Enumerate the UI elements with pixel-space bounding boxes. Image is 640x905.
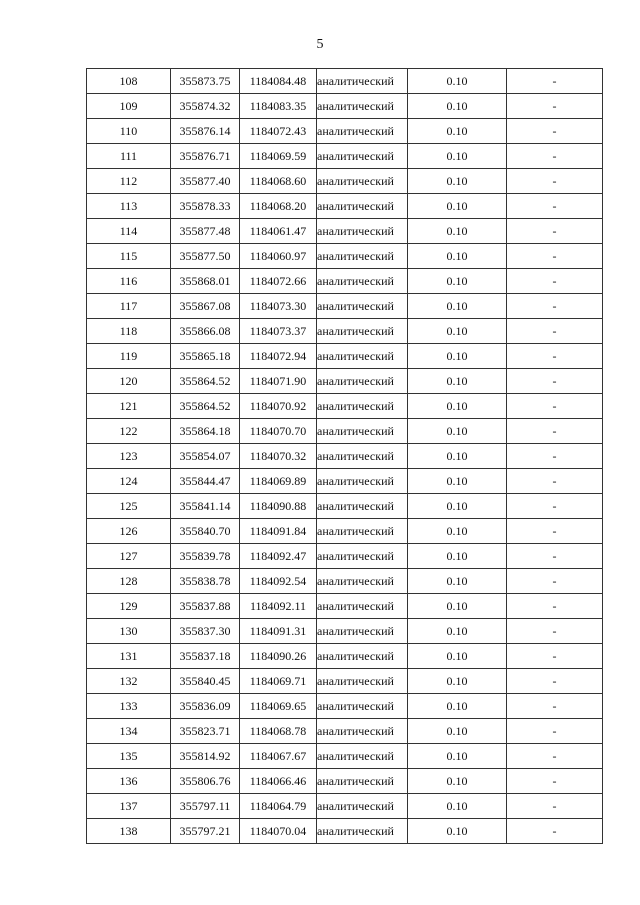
page-number: 5	[316, 37, 324, 52]
y-coordinate-cell: 1184068.60	[240, 169, 317, 194]
accuracy-cell: 0.10	[408, 619, 507, 644]
y-coordinate-cell: 1184071.90	[240, 369, 317, 394]
table-row	[87, 444, 603, 469]
accuracy-cell: 0.10	[408, 294, 507, 319]
note-cell: -	[507, 519, 603, 544]
table-row	[87, 319, 603, 344]
note-cell: -	[507, 369, 603, 394]
y-coordinate-cell: 1184068.20	[240, 194, 317, 219]
point-number-cell: 114	[87, 219, 171, 244]
point-number-cell: 135	[87, 744, 171, 769]
method-cell: аналитический	[317, 519, 408, 544]
x-coordinate-cell: 355837.30	[171, 619, 240, 644]
coordinates-table-body	[87, 69, 603, 844]
accuracy-cell: 0.10	[408, 719, 507, 744]
accuracy-cell: 0.10	[408, 344, 507, 369]
note-cell: -	[507, 294, 603, 319]
y-coordinate-cell: 1184068.78	[240, 719, 317, 744]
y-coordinate-cell: 1184069.65	[240, 694, 317, 719]
point-number-cell: 119	[87, 344, 171, 369]
table-row	[87, 769, 603, 794]
y-coordinate-cell: 1184073.37	[240, 319, 317, 344]
note-cell: -	[507, 819, 603, 844]
note-cell: -	[507, 119, 603, 144]
y-coordinate-cell: 1184072.66	[240, 269, 317, 294]
x-coordinate-cell: 355854.07	[171, 444, 240, 469]
accuracy-cell: 0.10	[408, 494, 507, 519]
method-cell: аналитический	[317, 144, 408, 169]
y-coordinate-cell: 1184070.92	[240, 394, 317, 419]
x-coordinate-cell: 355806.76	[171, 769, 240, 794]
point-number-cell: 115	[87, 244, 171, 269]
x-coordinate-cell: 355839.78	[171, 544, 240, 569]
point-number-cell: 125	[87, 494, 171, 519]
table-row	[87, 544, 603, 569]
method-cell: аналитический	[317, 644, 408, 669]
accuracy-cell: 0.10	[408, 794, 507, 819]
note-cell: -	[507, 619, 603, 644]
method-cell: аналитический	[317, 719, 408, 744]
note-cell: -	[507, 394, 603, 419]
method-cell: аналитический	[317, 794, 408, 819]
note-cell: -	[507, 594, 603, 619]
accuracy-cell: 0.10	[408, 219, 507, 244]
accuracy-cell: 0.10	[408, 669, 507, 694]
point-number-cell: 109	[87, 94, 171, 119]
x-coordinate-cell: 355837.88	[171, 594, 240, 619]
table-row	[87, 494, 603, 519]
table-row	[87, 819, 603, 844]
x-coordinate-cell: 355865.18	[171, 344, 240, 369]
x-coordinate-cell: 355878.33	[171, 194, 240, 219]
accuracy-cell: 0.10	[408, 194, 507, 219]
y-coordinate-cell: 1184069.59	[240, 144, 317, 169]
point-number-cell: 126	[87, 519, 171, 544]
y-coordinate-cell: 1184083.35	[240, 94, 317, 119]
accuracy-cell: 0.10	[408, 269, 507, 294]
table-row	[87, 294, 603, 319]
table-row	[87, 394, 603, 419]
method-cell: аналитический	[317, 194, 408, 219]
point-number-cell: 128	[87, 569, 171, 594]
note-cell: -	[507, 344, 603, 369]
table-row	[87, 194, 603, 219]
table-row	[87, 419, 603, 444]
point-number-cell: 121	[87, 394, 171, 419]
y-coordinate-cell: 1184090.88	[240, 494, 317, 519]
x-coordinate-cell: 355823.71	[171, 719, 240, 744]
table-row	[87, 219, 603, 244]
point-number-cell: 118	[87, 319, 171, 344]
accuracy-cell: 0.10	[408, 594, 507, 619]
accuracy-cell: 0.10	[408, 69, 507, 94]
note-cell: -	[507, 419, 603, 444]
y-coordinate-cell: 1184092.11	[240, 594, 317, 619]
point-number-cell: 120	[87, 369, 171, 394]
note-cell: -	[507, 69, 603, 94]
method-cell: аналитический	[317, 769, 408, 794]
x-coordinate-cell: 355876.71	[171, 144, 240, 169]
method-cell: аналитический	[317, 394, 408, 419]
x-coordinate-cell: 355868.01	[171, 269, 240, 294]
accuracy-cell: 0.10	[408, 544, 507, 569]
point-number-cell: 116	[87, 269, 171, 294]
method-cell: аналитический	[317, 744, 408, 769]
point-number-cell: 113	[87, 194, 171, 219]
accuracy-cell: 0.10	[408, 369, 507, 394]
y-coordinate-cell: 1184092.47	[240, 544, 317, 569]
table-row	[87, 719, 603, 744]
note-cell: -	[507, 269, 603, 294]
y-coordinate-cell: 1184069.89	[240, 469, 317, 494]
note-cell: -	[507, 144, 603, 169]
y-coordinate-cell: 1184084.48	[240, 69, 317, 94]
x-coordinate-cell: 355837.18	[171, 644, 240, 669]
accuracy-cell: 0.10	[408, 119, 507, 144]
point-number-cell: 117	[87, 294, 171, 319]
note-cell: -	[507, 94, 603, 119]
table-row	[87, 144, 603, 169]
y-coordinate-cell: 1184067.67	[240, 744, 317, 769]
note-cell: -	[507, 319, 603, 344]
y-coordinate-cell: 1184070.70	[240, 419, 317, 444]
accuracy-cell: 0.10	[408, 694, 507, 719]
accuracy-cell: 0.10	[408, 769, 507, 794]
note-cell: -	[507, 794, 603, 819]
method-cell: аналитический	[317, 444, 408, 469]
table-row	[87, 94, 603, 119]
table-row	[87, 269, 603, 294]
x-coordinate-cell: 355877.40	[171, 169, 240, 194]
method-cell: аналитический	[317, 419, 408, 444]
y-coordinate-cell: 1184092.54	[240, 569, 317, 594]
table-row	[87, 344, 603, 369]
y-coordinate-cell: 1184073.30	[240, 294, 317, 319]
method-cell: аналитический	[317, 344, 408, 369]
x-coordinate-cell: 355874.32	[171, 94, 240, 119]
note-cell: -	[507, 719, 603, 744]
x-coordinate-cell: 355814.92	[171, 744, 240, 769]
note-cell: -	[507, 544, 603, 569]
method-cell: аналитический	[317, 494, 408, 519]
x-coordinate-cell: 355877.48	[171, 219, 240, 244]
x-coordinate-cell: 355840.70	[171, 519, 240, 544]
accuracy-cell: 0.10	[408, 744, 507, 769]
y-coordinate-cell: 1184060.97	[240, 244, 317, 269]
accuracy-cell: 0.10	[408, 644, 507, 669]
method-cell: аналитический	[317, 169, 408, 194]
table-row	[87, 244, 603, 269]
point-number-cell: 133	[87, 694, 171, 719]
note-cell: -	[507, 219, 603, 244]
note-cell: -	[507, 244, 603, 269]
point-number-cell: 132	[87, 669, 171, 694]
point-number-cell: 130	[87, 619, 171, 644]
table-row	[87, 794, 603, 819]
note-cell: -	[507, 194, 603, 219]
x-coordinate-cell: 355836.09	[171, 694, 240, 719]
note-cell: -	[507, 169, 603, 194]
point-number-cell: 129	[87, 594, 171, 619]
x-coordinate-cell: 355867.08	[171, 294, 240, 319]
table-row	[87, 369, 603, 394]
y-coordinate-cell: 1184091.31	[240, 619, 317, 644]
point-number-cell: 123	[87, 444, 171, 469]
y-coordinate-cell: 1184072.94	[240, 344, 317, 369]
y-coordinate-cell: 1184072.43	[240, 119, 317, 144]
x-coordinate-cell: 355864.52	[171, 369, 240, 394]
point-number-cell: 112	[87, 169, 171, 194]
point-number-cell: 122	[87, 419, 171, 444]
x-coordinate-cell: 355797.21	[171, 819, 240, 844]
x-coordinate-cell: 355873.75	[171, 69, 240, 94]
method-cell: аналитический	[317, 669, 408, 694]
method-cell: аналитический	[317, 569, 408, 594]
table-row	[87, 644, 603, 669]
point-number-cell: 110	[87, 119, 171, 144]
table-row	[87, 119, 603, 144]
table-row	[87, 169, 603, 194]
method-cell: аналитический	[317, 469, 408, 494]
method-cell: аналитический	[317, 319, 408, 344]
y-coordinate-cell: 1184061.47	[240, 219, 317, 244]
method-cell: аналитический	[317, 544, 408, 569]
note-cell: -	[507, 444, 603, 469]
accuracy-cell: 0.10	[408, 94, 507, 119]
x-coordinate-cell: 355866.08	[171, 319, 240, 344]
note-cell: -	[507, 644, 603, 669]
y-coordinate-cell: 1184090.26	[240, 644, 317, 669]
table-row	[87, 669, 603, 694]
method-cell: аналитический	[317, 294, 408, 319]
table-row	[87, 744, 603, 769]
method-cell: аналитический	[317, 694, 408, 719]
note-cell: -	[507, 744, 603, 769]
table-row	[87, 594, 603, 619]
y-coordinate-cell: 1184066.46	[240, 769, 317, 794]
point-number-cell: 111	[87, 144, 171, 169]
point-number-cell: 134	[87, 719, 171, 744]
x-coordinate-cell: 355797.11	[171, 794, 240, 819]
x-coordinate-cell: 355840.45	[171, 669, 240, 694]
accuracy-cell: 0.10	[408, 569, 507, 594]
accuracy-cell: 0.10	[408, 819, 507, 844]
y-coordinate-cell: 1184091.84	[240, 519, 317, 544]
method-cell: аналитический	[317, 819, 408, 844]
x-coordinate-cell: 355838.78	[171, 569, 240, 594]
method-cell: аналитический	[317, 69, 408, 94]
table-row	[87, 619, 603, 644]
x-coordinate-cell: 355864.52	[171, 394, 240, 419]
note-cell: -	[507, 469, 603, 494]
table-row	[87, 69, 603, 94]
point-number-cell: 138	[87, 819, 171, 844]
point-number-cell: 108	[87, 69, 171, 94]
method-cell: аналитический	[317, 269, 408, 294]
x-coordinate-cell: 355864.18	[171, 419, 240, 444]
note-cell: -	[507, 569, 603, 594]
accuracy-cell: 0.10	[408, 469, 507, 494]
coordinates-table	[86, 68, 603, 844]
method-cell: аналитический	[317, 594, 408, 619]
x-coordinate-cell: 355841.14	[171, 494, 240, 519]
y-coordinate-cell: 1184070.32	[240, 444, 317, 469]
point-number-cell: 137	[87, 794, 171, 819]
method-cell: аналитический	[317, 619, 408, 644]
accuracy-cell: 0.10	[408, 144, 507, 169]
note-cell: -	[507, 769, 603, 794]
y-coordinate-cell: 1184070.04	[240, 819, 317, 844]
accuracy-cell: 0.10	[408, 394, 507, 419]
y-coordinate-cell: 1184069.71	[240, 669, 317, 694]
accuracy-cell: 0.10	[408, 244, 507, 269]
y-coordinate-cell: 1184064.79	[240, 794, 317, 819]
point-number-cell: 131	[87, 644, 171, 669]
point-number-cell: 127	[87, 544, 171, 569]
table-row	[87, 469, 603, 494]
note-cell: -	[507, 669, 603, 694]
accuracy-cell: 0.10	[408, 444, 507, 469]
note-cell: -	[507, 694, 603, 719]
method-cell: аналитический	[317, 219, 408, 244]
x-coordinate-cell: 355844.47	[171, 469, 240, 494]
x-coordinate-cell: 355877.50	[171, 244, 240, 269]
x-coordinate-cell: 355876.14	[171, 119, 240, 144]
accuracy-cell: 0.10	[408, 419, 507, 444]
point-number-cell: 136	[87, 769, 171, 794]
table-row	[87, 519, 603, 544]
table-row	[87, 569, 603, 594]
table-row	[87, 694, 603, 719]
method-cell: аналитический	[317, 119, 408, 144]
method-cell: аналитический	[317, 369, 408, 394]
accuracy-cell: 0.10	[408, 519, 507, 544]
note-cell: -	[507, 494, 603, 519]
accuracy-cell: 0.10	[408, 169, 507, 194]
point-number-cell: 124	[87, 469, 171, 494]
method-cell: аналитический	[317, 244, 408, 269]
accuracy-cell: 0.10	[408, 319, 507, 344]
method-cell: аналитический	[317, 94, 408, 119]
